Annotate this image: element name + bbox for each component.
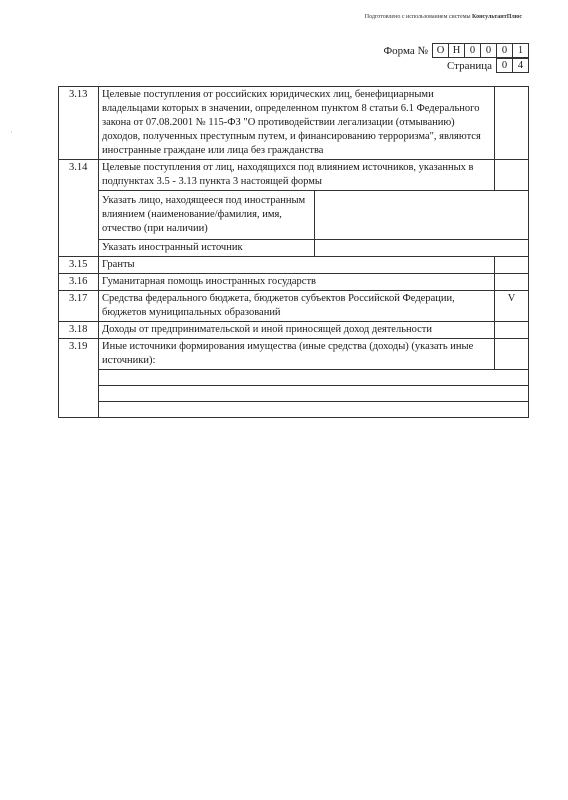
row-mark[interactable]: V	[495, 291, 529, 322]
subrow-label: Указать иностранный источник	[99, 240, 315, 257]
form-code-cell: 1	[513, 43, 529, 58]
row-number: 3.18	[59, 322, 99, 339]
form-number-label: Форма №	[383, 44, 428, 57]
row-text: Гранты	[99, 257, 495, 274]
row-text: Целевые поступления от лиц, находящихся под влиянием источников, указанных в подпунктах 3.5 - 3.13 пункта 3 настоящей формы	[99, 160, 495, 191]
other-source-input[interactable]	[99, 402, 529, 418]
prepared-note-prefix: Подготовлено с использованием системы	[364, 14, 471, 20]
row-number: 3.16	[59, 274, 99, 291]
row-number: 3.17	[59, 291, 99, 322]
form-code-cell: 0	[465, 43, 481, 58]
prepared-note-brand: КонсультантПлюс	[472, 14, 522, 20]
row-mark[interactable]	[495, 274, 529, 291]
row-text: Целевые поступления от российских юридических лиц, бенефициарными владельцами которых в значении, определенном пунктом 8 статьи 6.1 Федерального закона от 07.08.2001 № 115-ФЗ "О противодействии легализации (отмыванию) доходов, полученных преступным путем, и финансированию терроризма", являются иностранные граждане или лица без гражданства	[99, 87, 495, 160]
form-code-cell: 0	[481, 43, 497, 58]
row-number: 3.15	[59, 257, 99, 274]
row-mark[interactable]	[495, 339, 529, 370]
row-mark[interactable]	[495, 257, 529, 274]
page-code-cell: 4	[513, 59, 529, 73]
table-row	[59, 274, 529, 291]
subrow-foreign-source	[59, 240, 529, 257]
row-mark[interactable]	[495, 160, 529, 191]
page-code-cell: 0	[497, 59, 513, 73]
prepared-note	[365, 14, 522, 20]
scan-mark: ·	[10, 128, 13, 137]
row-text: Иные источники формирования имущества (иные средства (доходы) (указать иные источники):	[99, 339, 495, 370]
table-row	[59, 339, 529, 370]
form-number	[383, 43, 529, 58]
other-source-line	[59, 402, 529, 418]
table-row	[59, 322, 529, 339]
other-source-input[interactable]	[99, 386, 529, 402]
other-source-input[interactable]	[99, 370, 529, 386]
other-source-line	[59, 370, 529, 386]
subrow-value[interactable]	[315, 240, 529, 257]
subrow-label: Указать лицо, находящееся под иностранным влиянием (наименование/фамилия, имя, отчество (при наличии)	[99, 191, 315, 240]
row-number: 3.14	[59, 160, 99, 257]
row-text: Гуманитарная помощь иностранных государств	[99, 274, 495, 291]
row-mark[interactable]	[495, 87, 529, 160]
row-number: 3.13	[59, 87, 99, 160]
table-row	[59, 160, 529, 191]
table-row	[59, 87, 529, 160]
form-code-cell: О	[433, 43, 449, 58]
table-row	[59, 257, 529, 274]
form-code-cell: 0	[497, 43, 513, 58]
sources-table	[58, 86, 529, 418]
table-row	[59, 291, 529, 322]
page-number-label: Страница	[446, 59, 492, 72]
form-code-cell: Н	[449, 43, 465, 58]
subrow-foreign-person	[59, 191, 529, 240]
subrow-value[interactable]	[315, 191, 529, 240]
row-mark[interactable]	[495, 322, 529, 339]
row-number: 3.19	[59, 339, 99, 418]
other-source-line	[59, 386, 529, 402]
page-number	[447, 58, 529, 73]
row-text: Доходы от предпринимательской и иной приносящей доход деятельности	[99, 322, 495, 339]
row-text: Средства федерального бюджета, бюджетов субъектов Российской Федерации, бюджетов муниципальных образований	[99, 291, 495, 322]
